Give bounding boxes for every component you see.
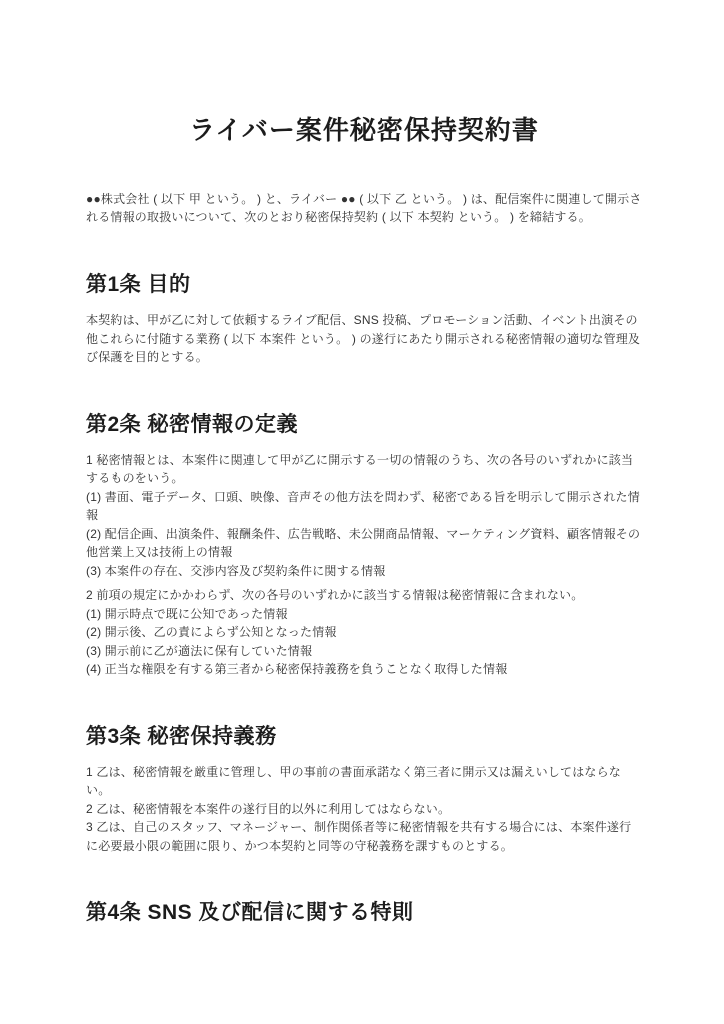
clause-line: 2 前項の規定にかかわらず、次の各号のいずれかに該当する情報は秘密情報に含まれない。 [86, 588, 584, 603]
clause-line: 本契約は、甲が乙に対して依頼するライブ配信、SNS 投稿、プロモーション活動、イベント出演その他これらに付随する業務 ( 以下 本案件 という。 ) の遂行にあたり開示される秘密情報の適切な管理及び保護を目的とする。 [86, 313, 641, 365]
clause-line: 1 秘密情報とは、本案件に関連して甲が乙に開示する一切の情報のうち、次の各号のいずれかに該当するものをいう。 [86, 452, 634, 486]
document-title: ライバー案件秘密保持契約書 [189, 115, 539, 145]
clause-line: 2 乙は、秘密情報を本案件の遂行目的以外に利用してはならない。 [86, 801, 451, 816]
clause-line: 3 乙は、自己のスタッフ、マネージャー、制作関係者等に秘密情報を共有する場合には、本案件遂行に必要最小限の範囲に限り、かつ本契約と同等の守秘義務を課すものとする。 [86, 820, 632, 853]
clause-line: 1 乙は、秘密情報を厳重に管理し、甲の事前の書面承諾なく第三者に開示又は漏えいしてはならない。 [86, 764, 622, 798]
list-item-line: (2) 配信企画、出演条件、報酬条件、広告戦略、未公開商品情報、マーケティング資料、顧客情報その他営業上又は技術上の情報 [86, 526, 641, 560]
article-3-block-1 [86, 763, 642, 856]
article-2-block-1 [86, 451, 642, 581]
list-item-line: (3) 本案件の存在、交渉内容及び契約条件に関する情報 [86, 563, 386, 578]
article-1-heading: 第1条 目的 [86, 272, 191, 296]
section-article-1 [86, 273, 642, 367]
list-item-line: (4) 正当な権限を有する第三者から秘密保持義務を負うことなく取得した情報 [86, 662, 508, 677]
section-article-4 [86, 901, 642, 925]
list-item-line: (3) 開示前に乙が適法に保有していた情報 [86, 643, 313, 658]
article-2-heading: 第2条 秘密情報の定義 [86, 412, 299, 436]
article-4-heading: 第4条 SNS 及び配信に関する特則 [86, 901, 414, 925]
intro-paragraph: ●●株式会社 ( 以下 甲 という。 ) と、ライバー ●● ( 以下 乙 という。 ) は、配信案件に関連して開示される情報の取扱いについて、次のとおり秘密保持契約 ( 以下 本契約 という。 ) を締結する。 [86, 191, 642, 225]
article-1-block-1 [86, 311, 642, 367]
list-item-line: (2) 開示後、乙の責によらず公知となった情報 [86, 625, 337, 640]
article-2-block-2 [86, 586, 642, 679]
article-3-heading: 第3条 秘密保持義務 [86, 724, 277, 748]
list-item-line: (1) 開示時点で既に公知であった情報 [86, 606, 288, 621]
list-item-line: (1) 書面、電子データ、口頭、映像、音声その他方法を問わず、秘密である旨を明示して開示された情報 [86, 489, 640, 523]
section-article-3 [86, 725, 642, 856]
section-article-2 [86, 413, 642, 679]
